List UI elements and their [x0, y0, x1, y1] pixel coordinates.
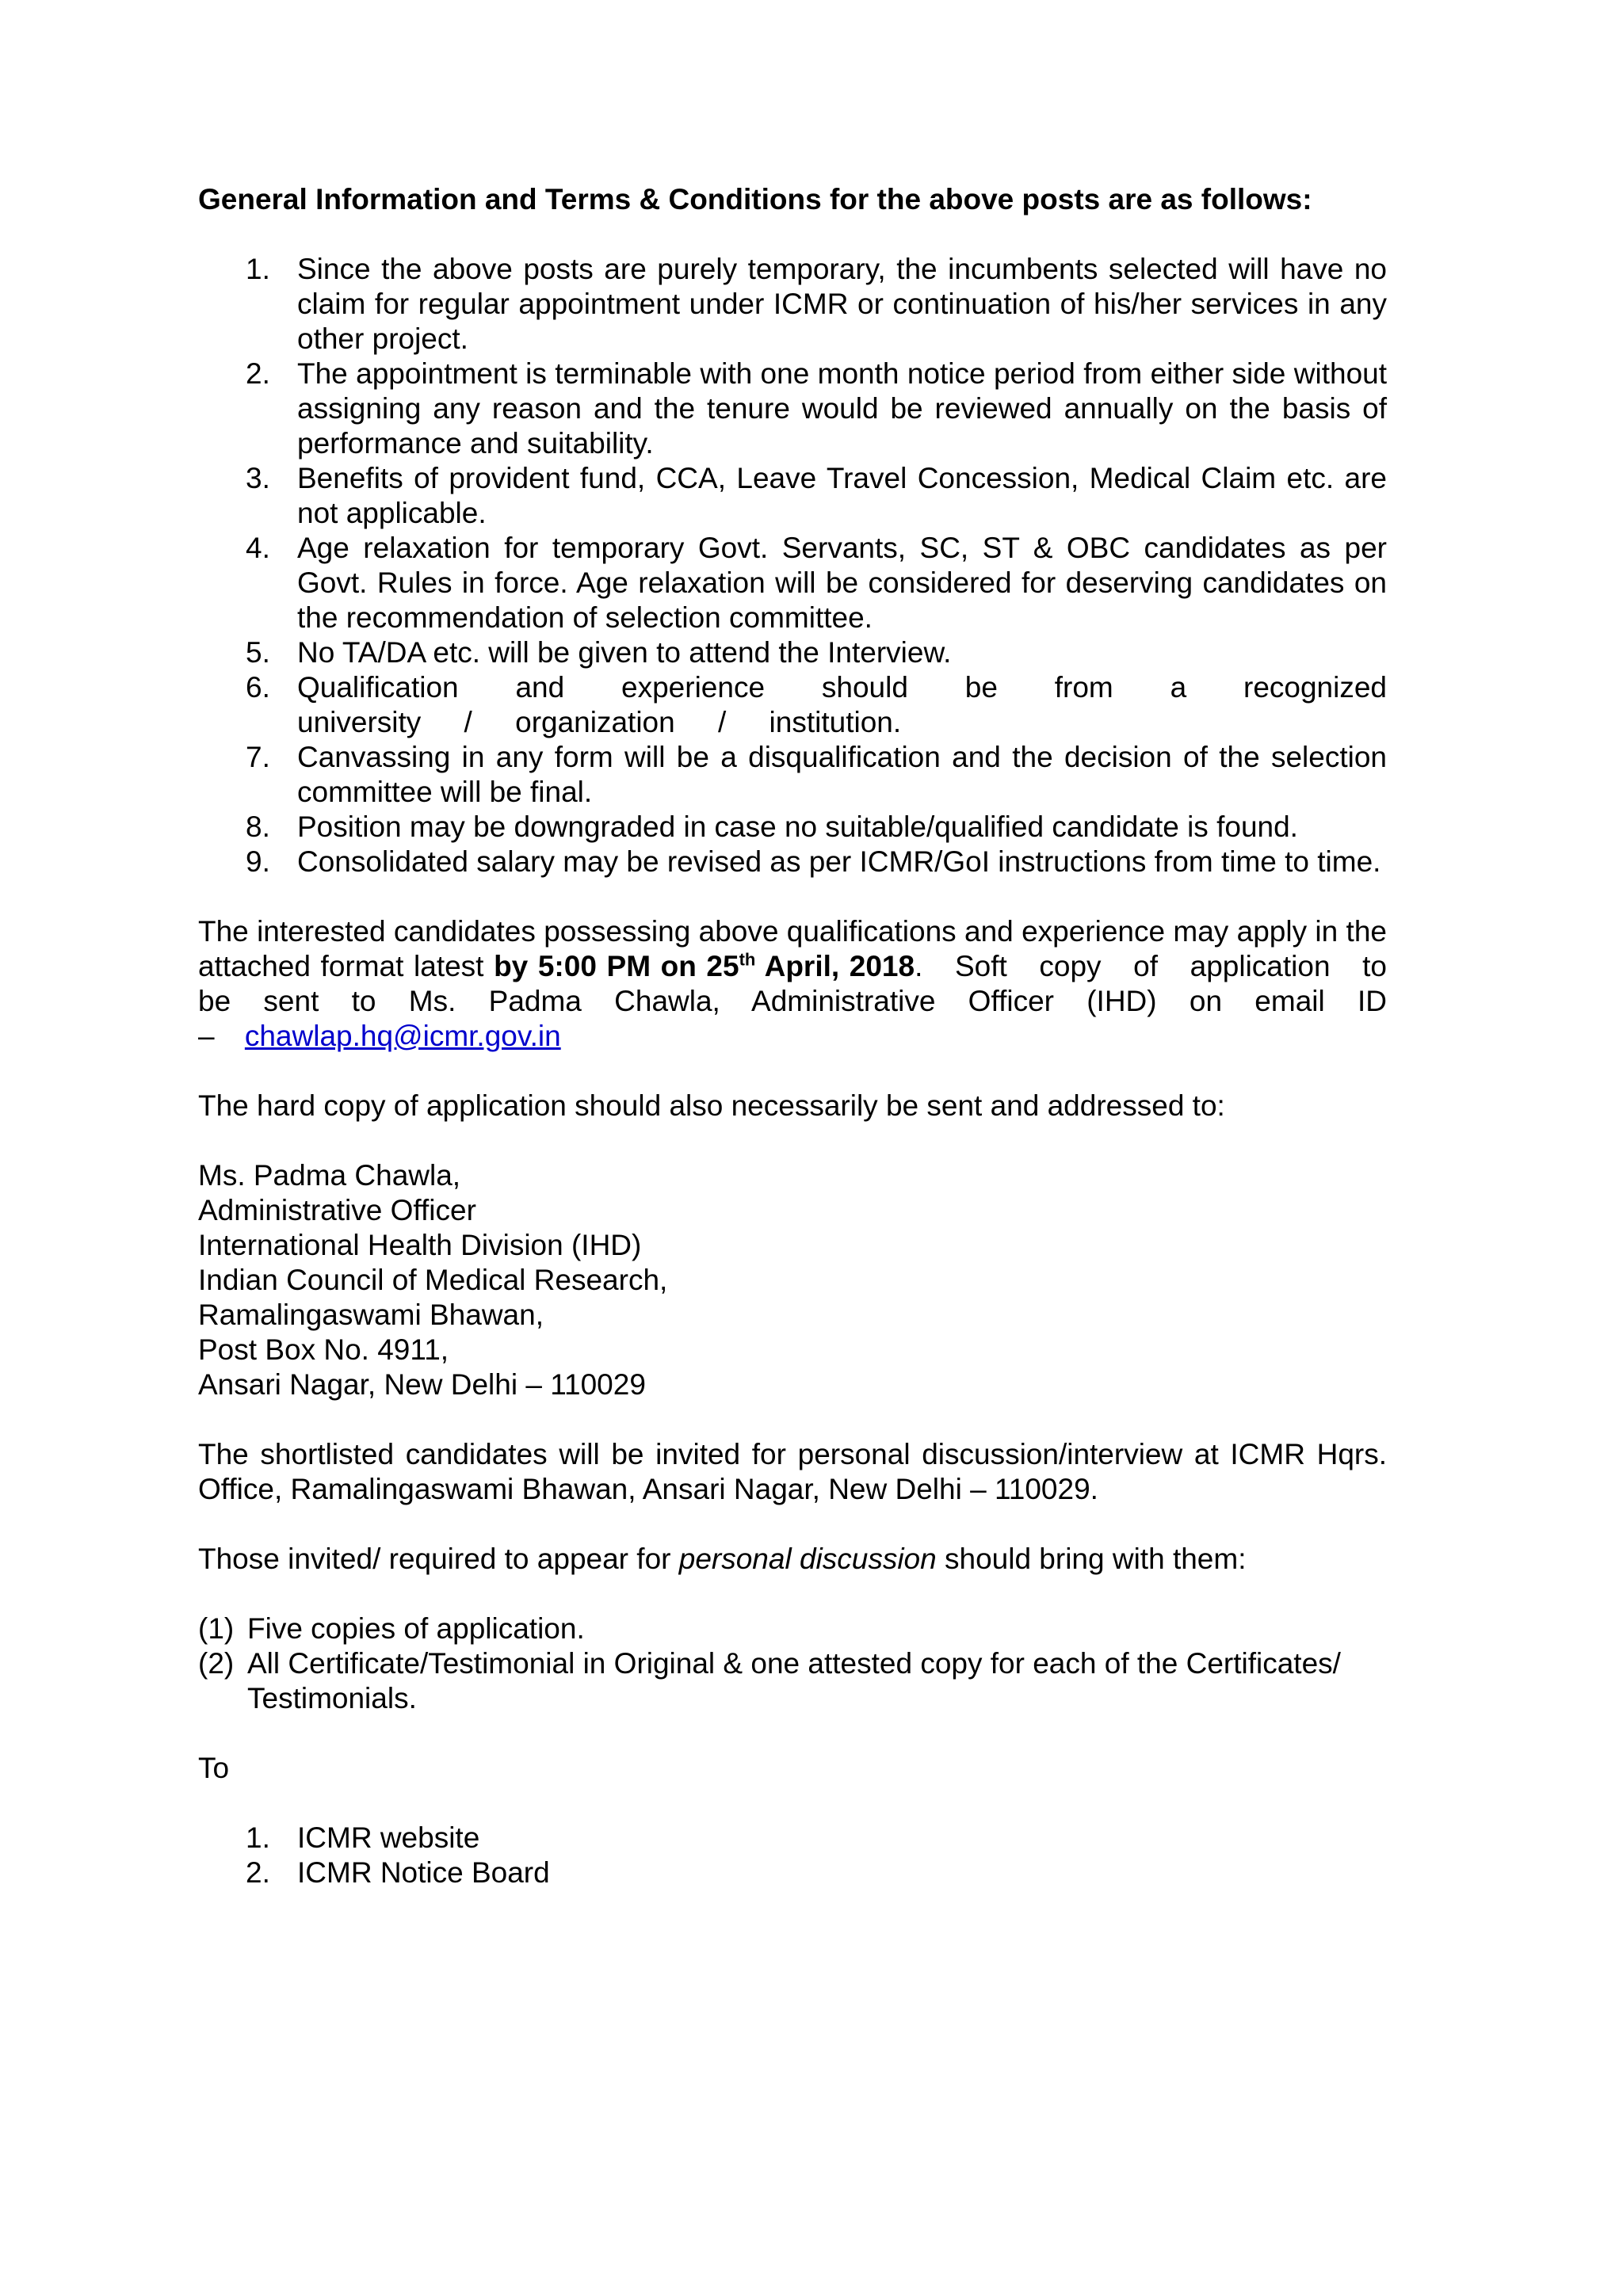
shortlisted-paragraph: The shortlisted candidates will be invited for personal discussion/interview at ICMR Hqrs. Office, Ramalingaswami Bhawan, Ansari Nagar, New Delhi – 110029.	[198, 1438, 1387, 1505]
item-text: Canvassing in any form will be a disqualification and the decision of the selection committee will be final.	[297, 741, 1387, 808]
page-heading: General Information and Terms & Conditions for the above posts are as follows:	[198, 183, 1312, 215]
list-item	[198, 461, 1387, 531]
list-item	[198, 635, 1387, 670]
address-line: Ansari Nagar, New Delhi – 110029	[198, 1368, 646, 1401]
item-number: 3.	[246, 462, 270, 494]
bring-post: should bring with them:	[936, 1543, 1247, 1575]
item-number: 1.	[246, 253, 270, 285]
apply-intro: The interested candidates possessing above qualifications and experience may apply in the attached format latest	[198, 915, 1387, 982]
to-label: To	[198, 1752, 230, 1784]
list-item	[198, 1646, 1387, 1716]
item-text: Position may be downgraded in case no suitable/qualified candidate is found.	[297, 810, 1298, 843]
list-item	[198, 1611, 1387, 1646]
address-line: Ms. Padma Chawla,	[198, 1159, 461, 1192]
item-text: ICMR Notice Board	[297, 1856, 550, 1889]
item-number: 4.	[246, 532, 270, 564]
item-text: Five copies of application.	[247, 1612, 585, 1645]
list-item	[198, 357, 1387, 461]
item-number: 7.	[246, 741, 270, 773]
list-item	[198, 810, 1387, 845]
address-line: Indian Council of Medical Research,	[198, 1264, 668, 1296]
address-line: International Health Division (IHD)	[198, 1229, 642, 1261]
email-link[interactable]: chawlap.hq@icmr.gov.in	[244, 1020, 561, 1052]
item-text: Qualification and experience should be from a recognized university / organization / institution.	[297, 671, 1387, 738]
apply-paragraph	[198, 914, 1387, 1054]
item-text: The appointment is terminable with one month notice period from either side without assigning any reason and the tenure would be reviewed annually on the basis of performance and suitability.	[297, 357, 1387, 460]
item-text: Age relaxation for temporary Govt. Servants, SC, ST & OBC candidates as per Govt. Rules in force. Age relaxation will be considered for deserving candidates on the recommendation of selection committee.	[297, 532, 1387, 634]
item-text: Benefits of provident fund, CCA, Leave Travel Concession, Medical Claim etc. are not applicable.	[297, 462, 1387, 529]
item-number: 6.	[246, 671, 270, 704]
item-text: ICMR website	[297, 1821, 480, 1854]
soft-copy-text: . Soft copy of application to be sent to Ms. Padma Chawla, Administrative Officer (IHD) on email ID –	[198, 950, 1387, 1052]
item-number: 9.	[246, 845, 270, 878]
item-text: No TA/DA etc. will be given to attend the Interview.	[297, 636, 952, 669]
deadline	[494, 950, 915, 982]
terms-list	[198, 252, 1387, 879]
item-number: 5.	[246, 636, 270, 669]
item-number: (2)	[198, 1647, 235, 1680]
list-item	[198, 1821, 1387, 1855]
distribution-list	[198, 1821, 1387, 1890]
item-number: 2.	[246, 1856, 270, 1889]
deadline-month-year: April, 2018	[755, 950, 915, 982]
item-number: 8.	[246, 810, 270, 843]
address-line: Administrative Officer	[198, 1194, 476, 1226]
item-text: All Certificate/Testimonial in Original & one attested copy for each of the Certificates/ Testimonials.	[247, 1647, 1341, 1714]
document-page	[198, 182, 1387, 1890]
address-line: Ramalingaswami Bhawan,	[198, 1299, 544, 1331]
list-item	[198, 670, 1387, 740]
bring-pre: Those invited/ required to appear for	[198, 1543, 679, 1575]
list-item	[198, 252, 1387, 357]
list-item	[198, 740, 1387, 810]
item-number: 2.	[246, 357, 270, 390]
deadline-date: by 5:00 PM on 25	[494, 950, 739, 982]
deadline-ordinal: th	[739, 949, 756, 970]
list-item	[198, 1855, 1387, 1890]
mailing-address	[198, 1158, 1387, 1402]
item-text: Consolidated salary may be revised as per ICMR/GoI instructions from time to time.	[297, 845, 1381, 878]
address-line: Post Box No. 4911,	[198, 1333, 449, 1366]
item-number: 1.	[246, 1821, 270, 1854]
hard-copy-intro: The hard copy of application should also necessarily be sent and addressed to:	[198, 1089, 1225, 1122]
bring-list	[198, 1611, 1387, 1716]
bring-emphasis: personal discussion	[678, 1543, 937, 1575]
bring-intro	[198, 1542, 1387, 1577]
item-number: (1)	[198, 1612, 235, 1645]
list-item	[198, 531, 1387, 635]
item-text: Since the above posts are purely temporary, the incumbents selected will have no claim for regular appointment under ICMR or continuation of his/her services in any other project.	[297, 253, 1387, 355]
list-item	[198, 845, 1387, 879]
